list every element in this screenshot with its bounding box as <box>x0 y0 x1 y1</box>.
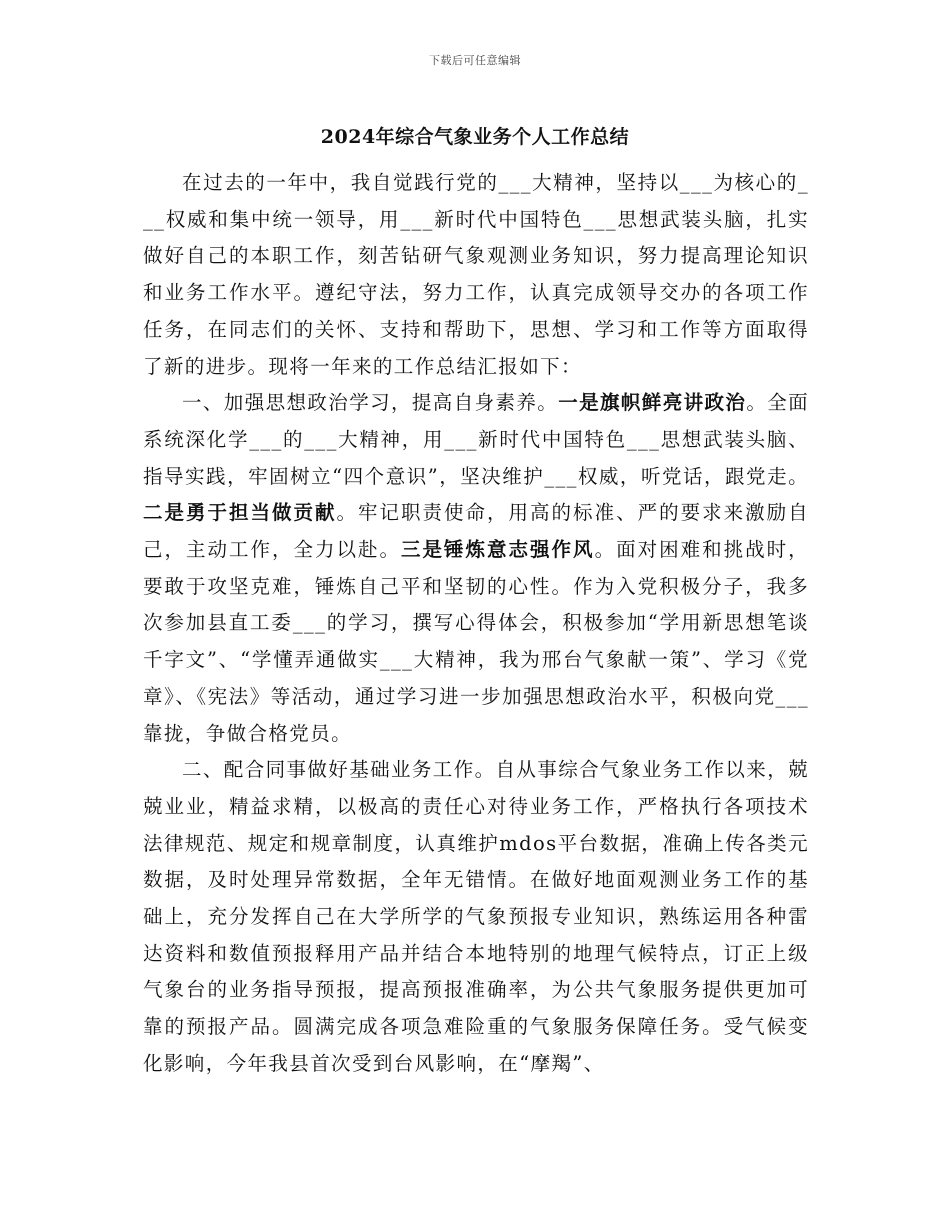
document-title: 2024年综合气象业务个人工作总结 <box>320 126 630 148</box>
paragraph-intro <box>143 165 809 385</box>
page-header-note: 下载后可任意编辑 <box>429 54 521 67</box>
bold-point-one: 一是旗帜鲜亮讲政治 <box>558 391 747 415</box>
paragraph-text: 。面对困难和挑战时，要敢于攻坚克难，锤炼自己平和坚韧的心性。作为入党积极分子，我多次参加县直工委___的学习，撰写心得体会，积极参加“学用新思想笔谈千字文”、“学懂弄通做实___大精神，我为邢台气象献一策”、学习《党章》、《宪法》等活动，通过学习进一步加强思想政治水平，积极向党___靠拢，争做合格党员。 <box>143 538 809 745</box>
paragraph-section-two <box>143 752 809 1082</box>
paragraph-text: 在过去的一年中，我自觉践行党的___大精神，坚持以___为核心的___权威和集中统一领导，用___新时代中国特色___思想武装头脑，扎实做好自己的本职工作，刻苦钻研气象观测业务知识，努力提高理论知识和业务工作水平。遵纪守法，努力工作，认真完成领导交办的各项工作任务，在同志们的关怀、支持和帮助下，思想、学习和工作等方面取得了新的进步。现将一年来的工作总结汇报如下： <box>143 171 809 378</box>
paragraph-text: 。全面系统深化学___的___大精神，用___新时代中国特色___思想武装头脑、指导实践，牢固树立“四个意识”，坚决维护___权威，听党话，跟党走。 <box>143 391 810 488</box>
paragraph-section-one <box>143 385 809 752</box>
paragraph-text: 二、配合同事做好基础业务工作。自从事综合气象业务工作以来，兢兢业业，精益求精，以极高的责任心对待业务工作，严格执行各项技术法律规范、规定和规章制度，认真维护mdos平台数据，准确上传各类元数据，及时处理异常数据，全年无错情。在做好地面观测业务工作的基础上，充分发挥自己在大学所学的气象预报专业知识，熟练运用各种雷达资料和数值预报释用产品并结合本地特别的地理气候特点，订正上级气象台的业务指导预报，提高预报准确率，为公共气象服务提供更加可靠的预报产品。圆满完成各项急难险重的气象服务保障任务。受气候变化影响，今年我县首次受到台风影响，在“摩羯”、 <box>143 758 810 1075</box>
section-heading-text: 一、加强思想政治学习，提高自身素养。 <box>182 391 559 415</box>
bold-point-two: 二是勇于担当做贡献 <box>143 501 337 525</box>
document-body <box>143 165 809 1083</box>
bold-point-three: 三是锤炼意志强作风 <box>401 538 595 562</box>
paragraph-text: 。牢记职责使命，用高的标准、严的要求来激励自己，主动工作，全力以赴。 <box>143 501 809 562</box>
